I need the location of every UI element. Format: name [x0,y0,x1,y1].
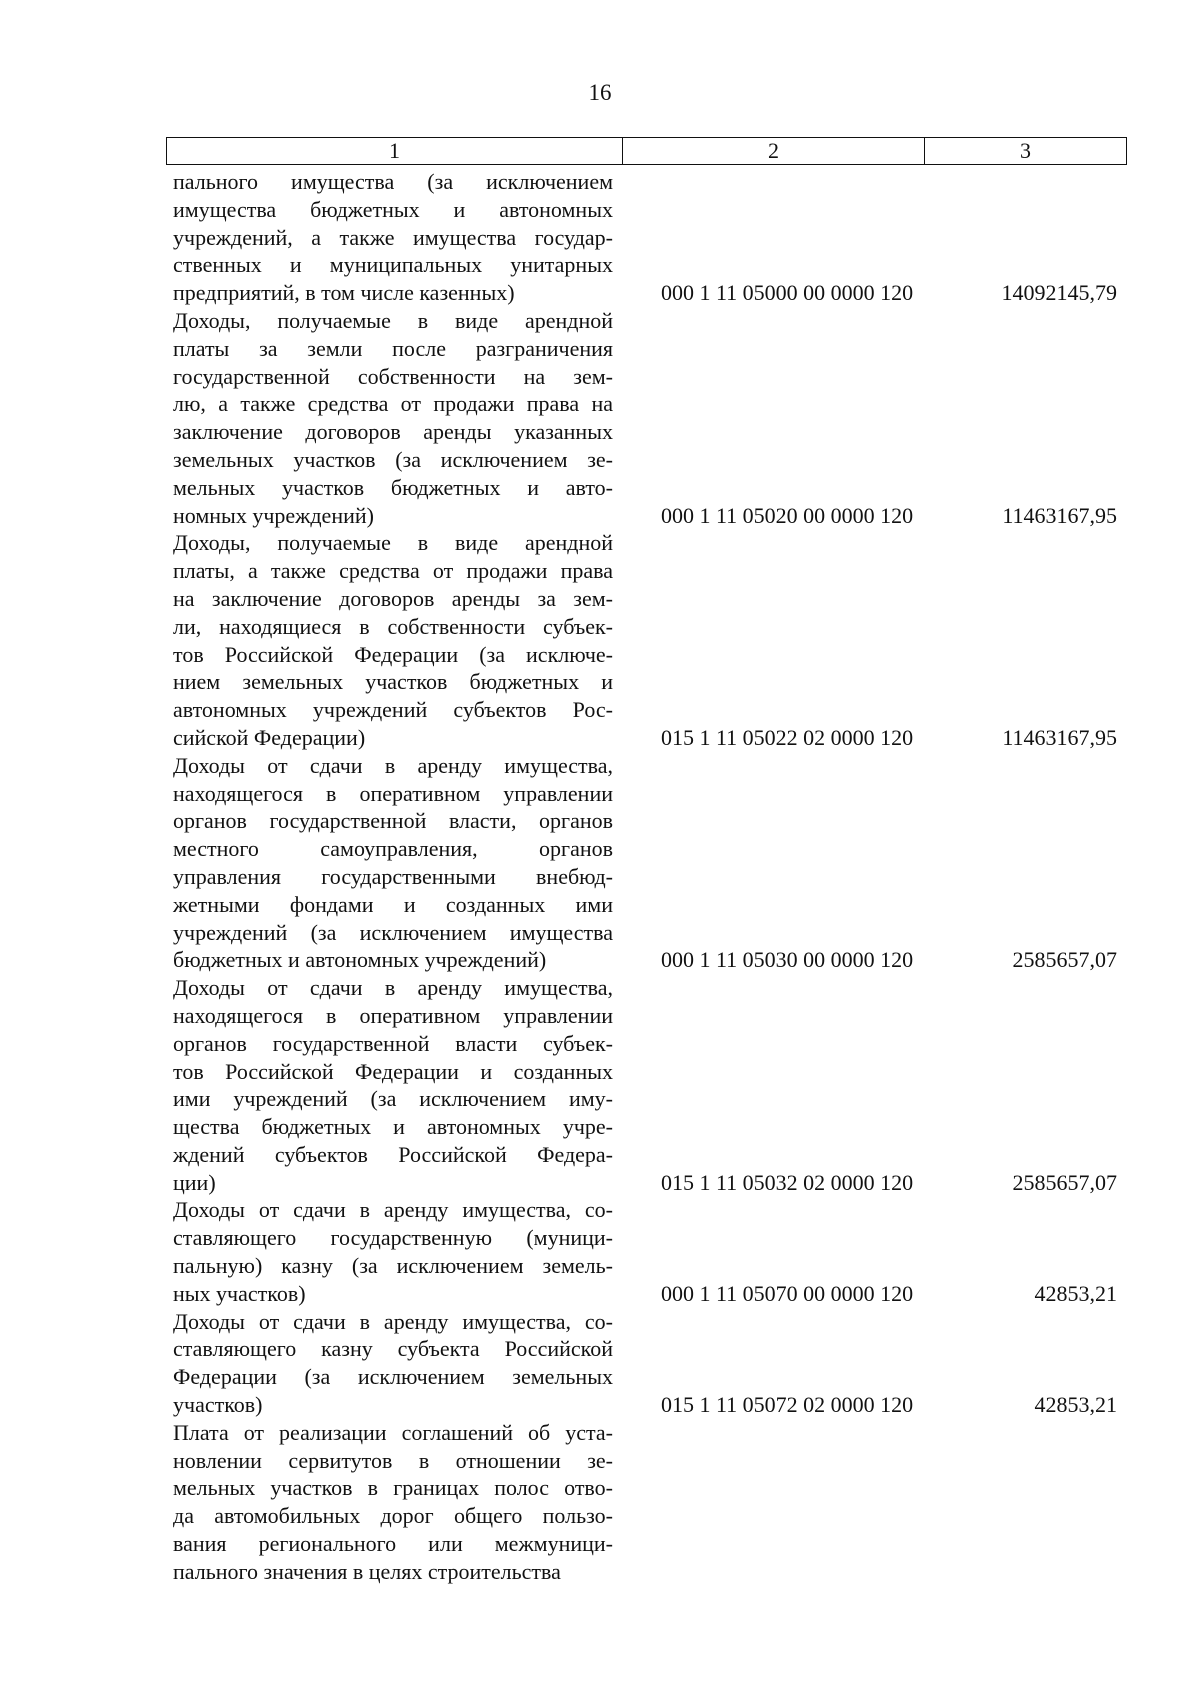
description-line: на заключение договоров аренды за зем- [173,585,613,611]
description-line: номных учреждений) [173,502,374,528]
description-line: имущества бюджетных и автономных [173,196,613,222]
description-line: органов государственной власти субъек- [173,1030,613,1056]
description-line: ими учреждений (за исключением иму- [173,1086,613,1112]
row-description [173,529,613,751]
table-row [173,1419,1123,1586]
description-line: нием земельных участков бюджетных и [173,669,613,695]
description-line: Доходы от сдачи в аренду имущества, [173,752,613,778]
header-col-3: 3 [1020,138,1031,163]
amount: 11463167,95 [1002,724,1117,750]
budget-code: 015 1 11 05072 02 0000 120 [661,1392,914,1418]
description-line: Доходы, получаемые в виде арендной [173,307,613,333]
description-line: тов Российской Федерации (за исключе- [173,641,613,667]
description-line: бюджетных и автономных учреждений) [173,947,547,973]
table-row [173,974,1123,1196]
description-line: ставляющего казну субъекта Российской [173,1336,613,1362]
description-line: учреждений, а также имущества государ- [173,224,613,250]
description-line: местного самоуправления, органов [173,836,613,862]
budget-code: 000 1 11 05000 00 0000 120 [661,280,914,306]
description-line: пального значения в целях строительства [173,1558,561,1584]
amount: 2585657,07 [1012,1169,1117,1195]
description-line: платы, а также средства от продажи права [173,558,613,584]
description-line: находящегося в оперативном управлении [173,780,613,806]
description-line: сийской Федерации) [173,724,366,750]
row-description [173,752,613,974]
header-col-1: 1 [167,138,623,164]
amount: 11463167,95 [1002,502,1117,528]
description-line: тов Российской Федерации и созданных [173,1058,613,1084]
description-line: мельных участков бюджетных и авто- [173,474,613,500]
description-line: да автомобильных дорог общего пользо- [173,1503,613,1529]
table-header [166,137,1127,165]
description-line: предприятий, в том числе казенных) [173,280,515,306]
amount: 14092145,79 [1001,280,1117,306]
table-row [173,1308,1123,1419]
description-line: Доходы от сдачи в аренду имущества, [173,975,613,1001]
description-line: Доходы, получаемые в виде арендной [173,530,613,556]
description-line: Федерации (за исключением земельных [173,1364,613,1390]
description-line: ждений субъектов Российской Федера- [173,1141,613,1167]
description-line: ственных и муниципальных унитарных [173,252,613,278]
description-line: учреждений (за исключением имущества [173,919,613,945]
row-description [173,1308,613,1419]
budget-code: 015 1 11 05032 02 0000 120 [661,1169,914,1195]
table-row [173,307,1123,529]
budget-code: 015 1 11 05022 02 0000 120 [661,724,914,750]
table-body [173,168,1123,1586]
description-line: государственной собственности на зем- [173,363,613,389]
description-line: новлении сервитутов в отношении зе- [173,1447,613,1473]
description-line: Доходы от сдачи в аренду имущества, со- [173,1197,613,1223]
table-row [173,1196,1123,1307]
description-line: органов государственной власти, органов [173,808,613,834]
description-line: автономных учреждений субъектов Рос- [173,697,613,723]
description-line: ставляющего государственную (муници- [173,1225,613,1251]
description-line: ции) [173,1169,216,1195]
description-line: платы за земли после разграничения [173,335,613,361]
row-description [173,974,613,1196]
description-line: управления государственными внебюд- [173,863,613,889]
budget-code: 000 1 11 05020 00 0000 120 [661,502,914,528]
budget-code: 000 1 11 05030 00 0000 120 [661,947,914,973]
description-line: участков) [173,1392,263,1418]
description-line: находящегося в оперативном управлении [173,1002,613,1028]
row-description [173,1419,613,1586]
table-row [173,168,1123,307]
row-description [173,307,613,529]
row-description [173,1196,613,1307]
header-col-2: 2 [623,138,925,164]
description-line: Плата от реализации соглашений об уста- [173,1419,613,1445]
table-row [173,529,1123,751]
description-line: пального имущества (за исключением [173,169,613,194]
amount: 42853,21 [1034,1280,1117,1306]
table-row [173,752,1123,974]
description-line: лю, а также средства от продажи права на [173,391,613,417]
description-line: пальную) казну (за исключением земель- [173,1253,613,1279]
description-line: заключение договоров аренды указанных [173,419,613,445]
budget-code: 000 1 11 05070 00 0000 120 [661,1280,914,1306]
description-line: Доходы от сдачи в аренду имущества, со- [173,1308,613,1334]
description-line: вания регионального или межмуници- [173,1531,613,1557]
description-line: земельных участков (за исключением зе- [173,446,613,472]
description-line: щества бюджетных и автономных учре- [173,1114,613,1140]
amount: 42853,21 [1034,1392,1117,1418]
description-line: ли, находящиеся в собственности субъек- [173,613,613,639]
page-number: 16 [588,80,612,105]
description-line: жетными фондами и созданных ими [173,891,613,917]
description-line: мельных участков в границах полос отво- [173,1475,613,1501]
row-description [173,168,613,307]
description-line: ных участков) [173,1280,306,1306]
amount: 2585657,07 [1012,947,1117,973]
